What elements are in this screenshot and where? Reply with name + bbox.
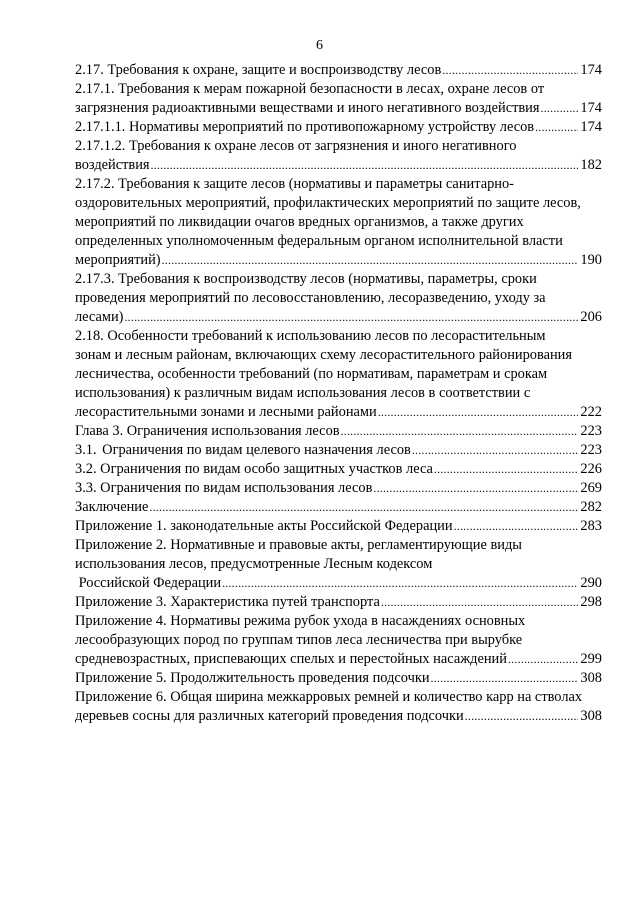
toc-entry-line [75, 61, 602, 80]
toc-entry-line [75, 137, 602, 156]
toc-entry-line [75, 213, 602, 232]
table-of-contents [75, 61, 602, 726]
dot-leader [465, 707, 579, 726]
toc-entry[interactable] [75, 80, 602, 118]
dot-leader [373, 479, 578, 498]
toc-entry-text: мероприятий по ликвидации очагов вредных организмов, а также других [75, 214, 524, 230]
toc-entry-text: воздействия [75, 157, 150, 173]
dot-leader [162, 251, 579, 270]
toc-entry-line [75, 289, 602, 308]
toc-entry[interactable] [75, 612, 602, 669]
toc-entry-text: 2.18. Особенности требований к использованию лесов по лесорастительным [75, 328, 546, 344]
toc-entry-text: лесообразующих пород по группам типов леса лесничества при вырубке [75, 632, 523, 648]
toc-entry-page: 283 [580, 518, 602, 534]
toc-entry-page: 174 [580, 119, 602, 135]
toc-entry-text: Приложение 2. Нормативные и правовые акты, регламентирующие виды [75, 537, 522, 553]
toc-entry-text: лесничества, особенности требований (по нормативам, параметрам и срокам [75, 366, 548, 382]
toc-entry-line [75, 593, 602, 612]
toc-entry-text: использования лесов, предусмотренные Лесным кодексом [75, 556, 433, 572]
toc-entry-text: загрязнения радиоактивными веществами и иного негативного воздействия [75, 100, 540, 116]
toc-entry-text: Приложение 5. Продолжительность проведения подсочки [75, 670, 430, 686]
toc-entry-page: 282 [580, 499, 602, 515]
toc-entry-line [75, 251, 602, 270]
toc-entry-text: оздоровительных мероприятий, профилактических мероприятий по защите лесов, [75, 195, 581, 211]
toc-entry-page: 223 [580, 423, 602, 439]
page-number: 6 [316, 38, 323, 53]
dot-leader [341, 422, 579, 441]
toc-entry-text: использования) к различным видам использования лесов в соответствии с [75, 385, 531, 401]
toc-entry-line [75, 156, 602, 175]
toc-entry[interactable] [75, 118, 602, 137]
toc-entry-page: 174 [580, 62, 602, 78]
toc-entry-page: 174 [580, 100, 602, 116]
dot-leader [149, 498, 578, 517]
toc-entry-text: лесорастительными зонами и лесными районами [75, 404, 377, 420]
dot-leader [535, 118, 578, 137]
toc-entry[interactable] [75, 175, 602, 270]
toc-entry-text: Приложение 6. Общая ширина межкарровых ремней и количество карр на стволах [75, 689, 583, 705]
toc-entry-line [75, 460, 602, 479]
toc-entry-line [75, 707, 602, 726]
toc-entry-text: Заключение [75, 499, 149, 515]
toc-entry-text: Глава 3. Ограничения использования лесов [75, 423, 340, 439]
toc-entry-page: 290 [580, 575, 602, 591]
dot-leader [454, 517, 579, 536]
toc-entry-text: определенных уполномоченным федеральным органом исполнительной власти [75, 233, 563, 249]
dot-leader [381, 593, 579, 612]
toc-entry-line [75, 403, 602, 422]
toc-entry-line [75, 688, 602, 707]
toc-entry-text: Приложение 1. законодательные акты Российской Федерации [75, 518, 453, 534]
toc-entry-line [75, 232, 602, 251]
dot-leader [222, 574, 578, 593]
toc-entry-line [75, 346, 602, 365]
toc-entry-page: 298 [580, 594, 602, 610]
toc-entry[interactable] [75, 688, 602, 726]
toc-entry[interactable] [75, 593, 602, 612]
toc-entry-line [75, 308, 602, 327]
toc-entry-text: 2.17.2. Требования к защите лесов (нормативы и параметры санитарно- [75, 176, 514, 192]
toc-entry[interactable] [75, 669, 602, 688]
toc-entry-text: 2.17. Требования к охране, защите и воспроизводству лесов [75, 62, 442, 78]
toc-entry-page: 308 [580, 708, 602, 724]
toc-entry-line [75, 365, 602, 384]
toc-entry[interactable] [75, 479, 602, 498]
toc-entry-text: 3.3. Ограничения по видам использования лесов [75, 480, 373, 496]
dot-leader [431, 669, 579, 688]
toc-entry-page: 182 [580, 157, 602, 173]
toc-entry[interactable] [75, 517, 602, 536]
toc-entry[interactable] [75, 498, 602, 517]
toc-entry-text: 2.17.1.1. Нормативы мероприятий по противопожарному устройству лесов [75, 119, 535, 135]
toc-entry-page: 308 [580, 670, 602, 686]
toc-entry-number: 3.1. [75, 442, 97, 458]
toc-entry-text: деревьев сосны для различных категорий проведения подсочки [75, 708, 464, 724]
toc-entry-text: мероприятий) [75, 252, 161, 268]
toc-entry[interactable] [75, 536, 602, 593]
toc-entry-text: Приложение 3. Характеристика путей транспорта [75, 594, 380, 610]
toc-entry[interactable] [75, 422, 602, 441]
toc-entry-line [75, 422, 602, 441]
toc-entry-line [75, 99, 602, 118]
toc-entry-text: 2.17.3. Требования к воспроизводству лесов (нормативы, параметры, сроки [75, 271, 537, 287]
toc-entry-line [75, 270, 602, 289]
toc-entry-line [75, 517, 602, 536]
toc-entry-text: средневозрастных, приспевающих спелых и перестойных насаждений [75, 651, 507, 667]
dot-leader [442, 61, 578, 80]
toc-entry-text: 2.17.1.2. Требования к охране лесов от загрязнения и иного негативного [75, 138, 517, 154]
toc-entry-line [75, 650, 602, 669]
toc-entry-title: Ограничения по видам целевого назначения лесов [102, 442, 411, 458]
toc-entry-line [75, 80, 602, 99]
toc-entry-line [75, 384, 602, 403]
toc-entry-line [75, 441, 602, 460]
toc-entry-line [75, 669, 602, 688]
toc-entry-line [75, 194, 602, 213]
dot-leader [541, 99, 579, 118]
toc-entry-text: 2.17.1. Требования к мерам пожарной безопасности в лесах, охране лесов от [75, 81, 545, 97]
toc-entry-line [75, 555, 602, 574]
toc-entry-line [75, 327, 602, 346]
dot-leader [508, 650, 578, 669]
toc-entry-page: 226 [580, 461, 602, 477]
dot-leader [412, 441, 579, 460]
dot-leader [124, 308, 578, 327]
toc-entry-text: проведения мероприятий по лесовосстановлению, лесоразведению, уходу за [75, 290, 546, 306]
toc-entry-page: 190 [580, 252, 602, 268]
toc-entry[interactable] [75, 441, 602, 460]
toc-entry-text: зонам и лесным районам, включающих схему лесорастительного районирования [75, 347, 572, 363]
toc-entry-line [75, 612, 602, 631]
toc-entry-line [75, 175, 602, 194]
toc-entry-page: 222 [580, 404, 602, 420]
toc-entry[interactable] [75, 137, 602, 175]
toc-entry-line [75, 574, 602, 593]
toc-entry-text: лесами) [75, 309, 124, 325]
toc-entry-line [75, 498, 602, 517]
toc-entry-text: Российской Федерации [75, 575, 222, 591]
toc-entry-page: 299 [580, 651, 602, 667]
toc-entry[interactable] [75, 327, 602, 422]
toc-entry-line [75, 536, 602, 555]
toc-entry-page: 206 [580, 309, 602, 325]
toc-entry-page: 269 [580, 480, 602, 496]
toc-entry[interactable] [75, 61, 602, 80]
toc-entry-text: Приложение 4. Нормативы режима рубок ухода в насаждениях основных [75, 613, 526, 629]
dot-leader [378, 403, 579, 422]
toc-entry-text: 3.2. Ограничения по видам особо защитных участков леса [75, 461, 433, 477]
toc-entry-line [75, 118, 602, 137]
toc-entry-page: 223 [580, 442, 602, 458]
toc-entry[interactable] [75, 460, 602, 479]
toc-entry[interactable] [75, 270, 602, 327]
dot-leader [151, 156, 579, 175]
toc-entry-line [75, 479, 602, 498]
toc-entry-line [75, 631, 602, 650]
dot-leader [434, 460, 579, 479]
